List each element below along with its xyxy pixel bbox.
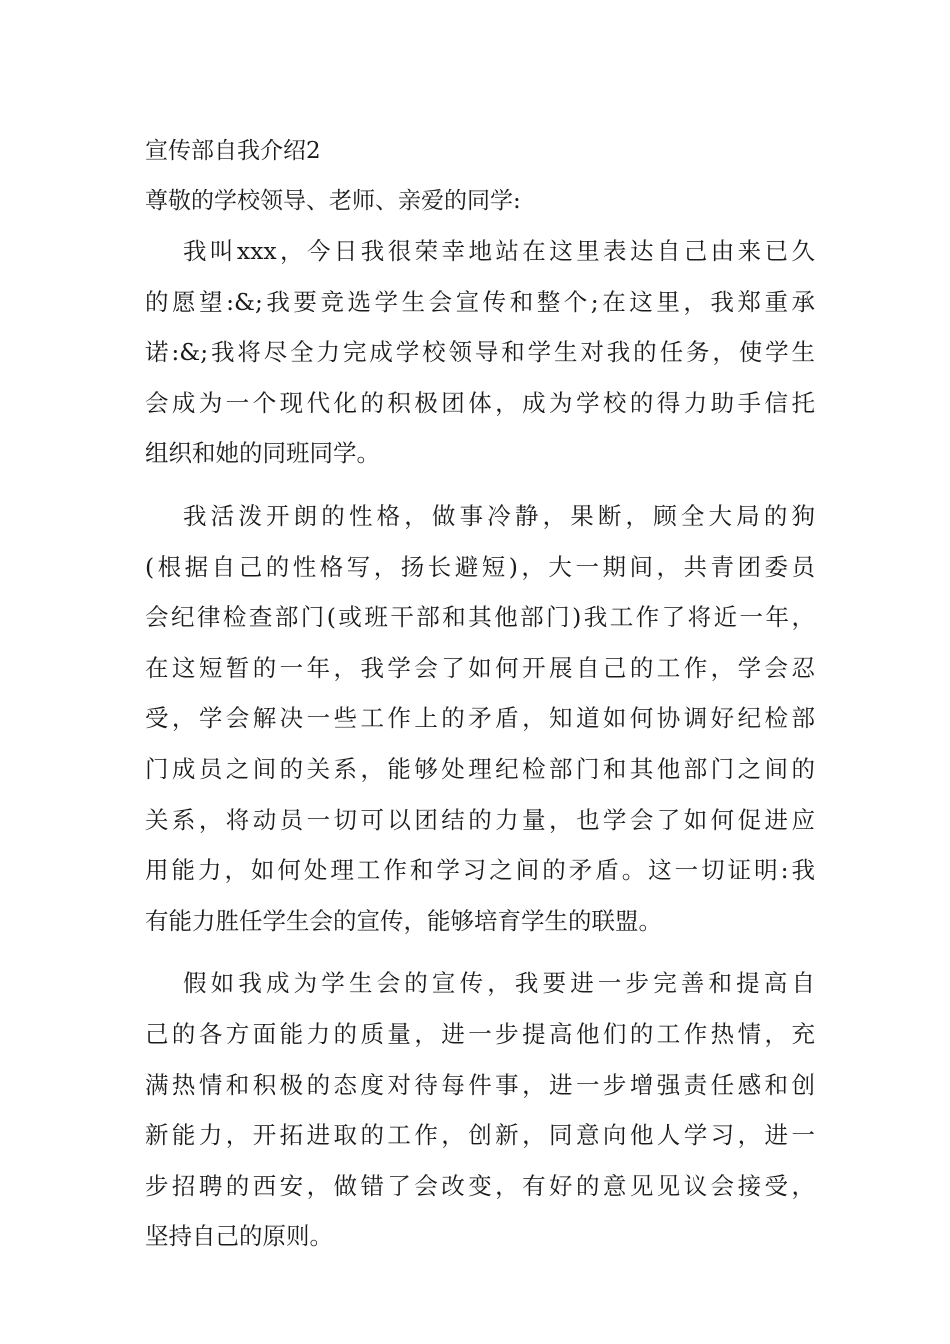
paragraph-line: 会纪律检查部门(或班干部和其他部门)我工作了将近一年， (145, 603, 815, 632)
paragraph-line: 假如我成为学生会的宣传，我要进一步完善和提高自 (183, 969, 815, 998)
paragraph-2 (145, 491, 815, 946)
paragraph-line: 在这短暂的一年，我学会了如何开展自己的工作，学会忍 (145, 653, 815, 682)
paragraph-line: 新能力，开拓进取的工作，创新，同意向他人学习，进一 (145, 1121, 815, 1150)
paragraph-line: 受，学会解决一些工作上的矛盾，知道如何协调好纪检部 (145, 704, 815, 733)
paragraph-line: 有能力胜任学生会的宣传，能够培育学生的联盟。 (145, 906, 662, 935)
paragraph-line: (根据自己的性格写，扬长避短)，大一期间，共青团委员 (145, 552, 815, 581)
paragraph-line: 我活泼开朗的性格，做事冷静，果断，顾全大局的狗 (183, 501, 815, 530)
paragraph-line: 的愿望:&;我要竞选学生会宣传和整个;在这里，我郑重承 (145, 287, 815, 316)
paragraph-line: 满热情和积极的态度对待每件事，进一步增强责任感和创 (145, 1070, 815, 1099)
paragraph-1 (145, 226, 815, 479)
salutation: 尊敬的学校领导、老师、亲爱的同学: (145, 188, 521, 214)
paragraph-line: 诺:&;我将尽全力完成学校领导和学生对我的任务，使学生 (145, 338, 815, 367)
paragraph-line: 己的各方面能力的质量，进一步提高他们的工作热情，充 (145, 1019, 815, 1048)
paragraph-line: 会成为一个现代化的积极团体，成为学校的得力助手信托 (145, 388, 815, 417)
paragraph-line: 用能力，如何处理工作和学习之间的矛盾。这一切证明:我 (145, 856, 815, 885)
paragraph-line: 关系，将动员一切可以团结的力量，也学会了如何促进应 (145, 805, 815, 834)
paragraph-3 (145, 958, 815, 1262)
document-title: 宣传部自我介绍2 (145, 138, 321, 164)
document-page (145, 126, 815, 1262)
paragraph-line: 组织和她的同班同学。 (145, 439, 380, 468)
paragraph-line: 门成员之间的关系，能够处理纪检部门和其他部门之间的 (145, 754, 815, 783)
paragraph-line: 我叫xxx，今日我很荣幸地站在这里表达自己由来已久 (183, 237, 815, 265)
paragraph-line: 坚持自己的原则。 (145, 1222, 333, 1251)
paragraph-line: 步招聘的西安，做错了会改变，有好的意见见议会接受， (145, 1171, 815, 1200)
